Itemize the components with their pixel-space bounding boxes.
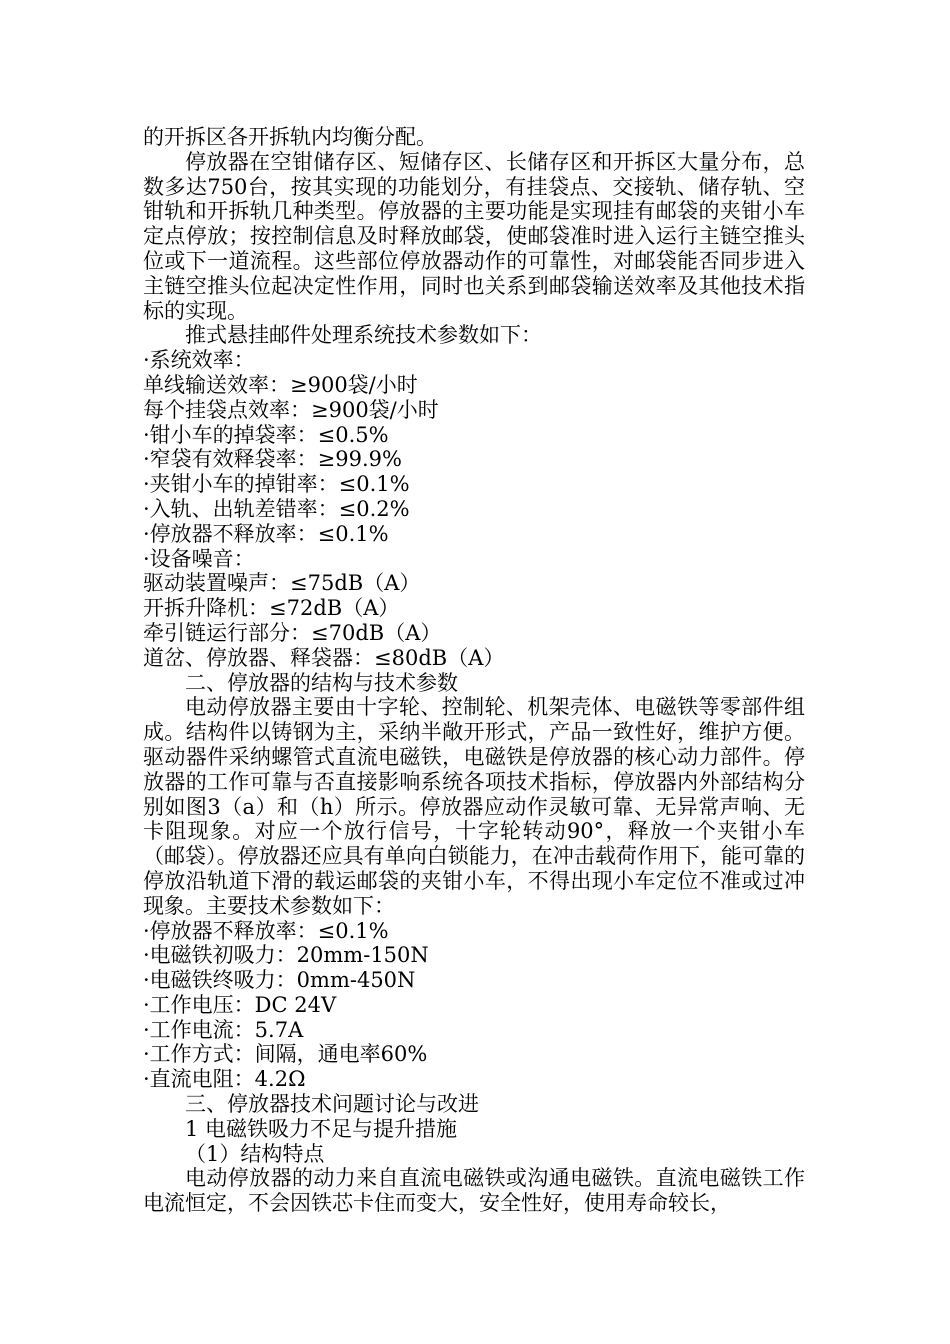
bullet-item: ·窄袋有效释袋率：≥99.9% (143, 447, 402, 472)
list-item: 牵引链运行部分：≤70dB（A） (143, 620, 442, 645)
bullet-item: ·停放器不释放率：≤0.1% (143, 918, 389, 943)
paragraph: 电动停放器主要由十字轮、控制轮、机架壳体、电磁铁等零部件组成。结构件以铸钢为主，采纳半敞开形式，产品一致性好，维护方便。驱动器件采纳螺管式直流电磁铁，电磁铁是停放器的核心动力部件。停放器的工作可靠与否直接影响系统各项技术指标，停放器内外部结构分别如图3（a）和（h）所示。停放器应动作灵敏可靠、无异常声响、无卡阻现象。对应一个放行信号，十字轮转动90°，释放一个夹钳小车（邮袋）。停放器还应具有单向白锁能力，在冲击载荷作用下，能可靠的停放沿轨道下滑的载运邮袋的夹钳小车，不得出现小车定位不准或过冲现象。主要技术参数如下： (143, 695, 805, 918)
bullet-item: ·设备噪音： (143, 546, 255, 571)
subsection-heading: 1 电磁铁吸力不足与提升措施 (185, 1116, 458, 1141)
bullet-item: ·工作方式：间隔，通电率60% (143, 1042, 428, 1067)
paragraph: 停放器在空钳储存区、短储存区、长储存区和开拆区大量分布，总数多达750台，按其实现的功能划分，有挂袋点、交接轨、储存轨、空钳轨和开拆轨几种类型。停放器的主要功能是实现挂有邮袋的夹钳小车定点停放；按控制信息及时释放邮袋，使邮袋准时进入运行主链空推头位或下一道流程。这些部位停放器动作的可靠性，对邮袋能否同步进入主链空推头位起决定性作用，同时也关系到邮袋输送效率及其他技术指标的实现。 (143, 149, 805, 323)
paragraph: 电动停放器的动力来自直流电磁铁或沟通电磁铁。直流电磁铁工作电流恒定，不会因铁芯卡住而变大，安全性好，使用寿命较长， (143, 1166, 805, 1216)
paragraph: 的开拆区各开拆轨内均衡分配。 (143, 125, 437, 149)
bullet-item: ·电磁铁终吸力：0mm-450N (143, 968, 416, 993)
list-item: 开拆升降机：≤72dB（A） (143, 596, 400, 621)
bullet-item: ·钳小车的掉袋率：≤0.5% (143, 422, 389, 447)
subsection-heading: （1）结构特点 (185, 1141, 325, 1166)
list-item: 驱动装置噪声：≤75dB（A） (143, 571, 421, 596)
list-item: 单线输送效率：≥900袋/小时 (143, 372, 418, 397)
bullet-item: ·停放器不释放率：≤0.1% (143, 521, 389, 546)
list-item: 每个挂袋点效率：≥900袋/小时 (143, 397, 439, 422)
bullet-item: ·工作电流：5.7A (143, 1017, 304, 1042)
bullet-item: ·入轨、出轨差错率：≤0.2% (143, 496, 410, 521)
section-heading: 三、停放器技术问题讨论与改进 (185, 1092, 479, 1117)
list-item: 道岔、停放器、释袋器：≤80dB（A） (143, 645, 505, 670)
bullet-item: ·直流电阻：4.2Ω (143, 1067, 306, 1092)
bullet-item: ·电磁铁初吸力：20mm-150N (143, 943, 429, 968)
section-heading: 二、停放器的结构与技术参数 (185, 670, 458, 695)
bullet-item: ·夹钳小车的掉钳率：≤0.1% (143, 472, 410, 497)
document-body (143, 125, 805, 1216)
bullet-item: ·系统效率： (143, 348, 255, 373)
paragraph: 推式悬挂邮件处理系统技术参数如下： (185, 323, 542, 348)
bullet-item: ·工作电压：DC 24V (143, 992, 337, 1017)
